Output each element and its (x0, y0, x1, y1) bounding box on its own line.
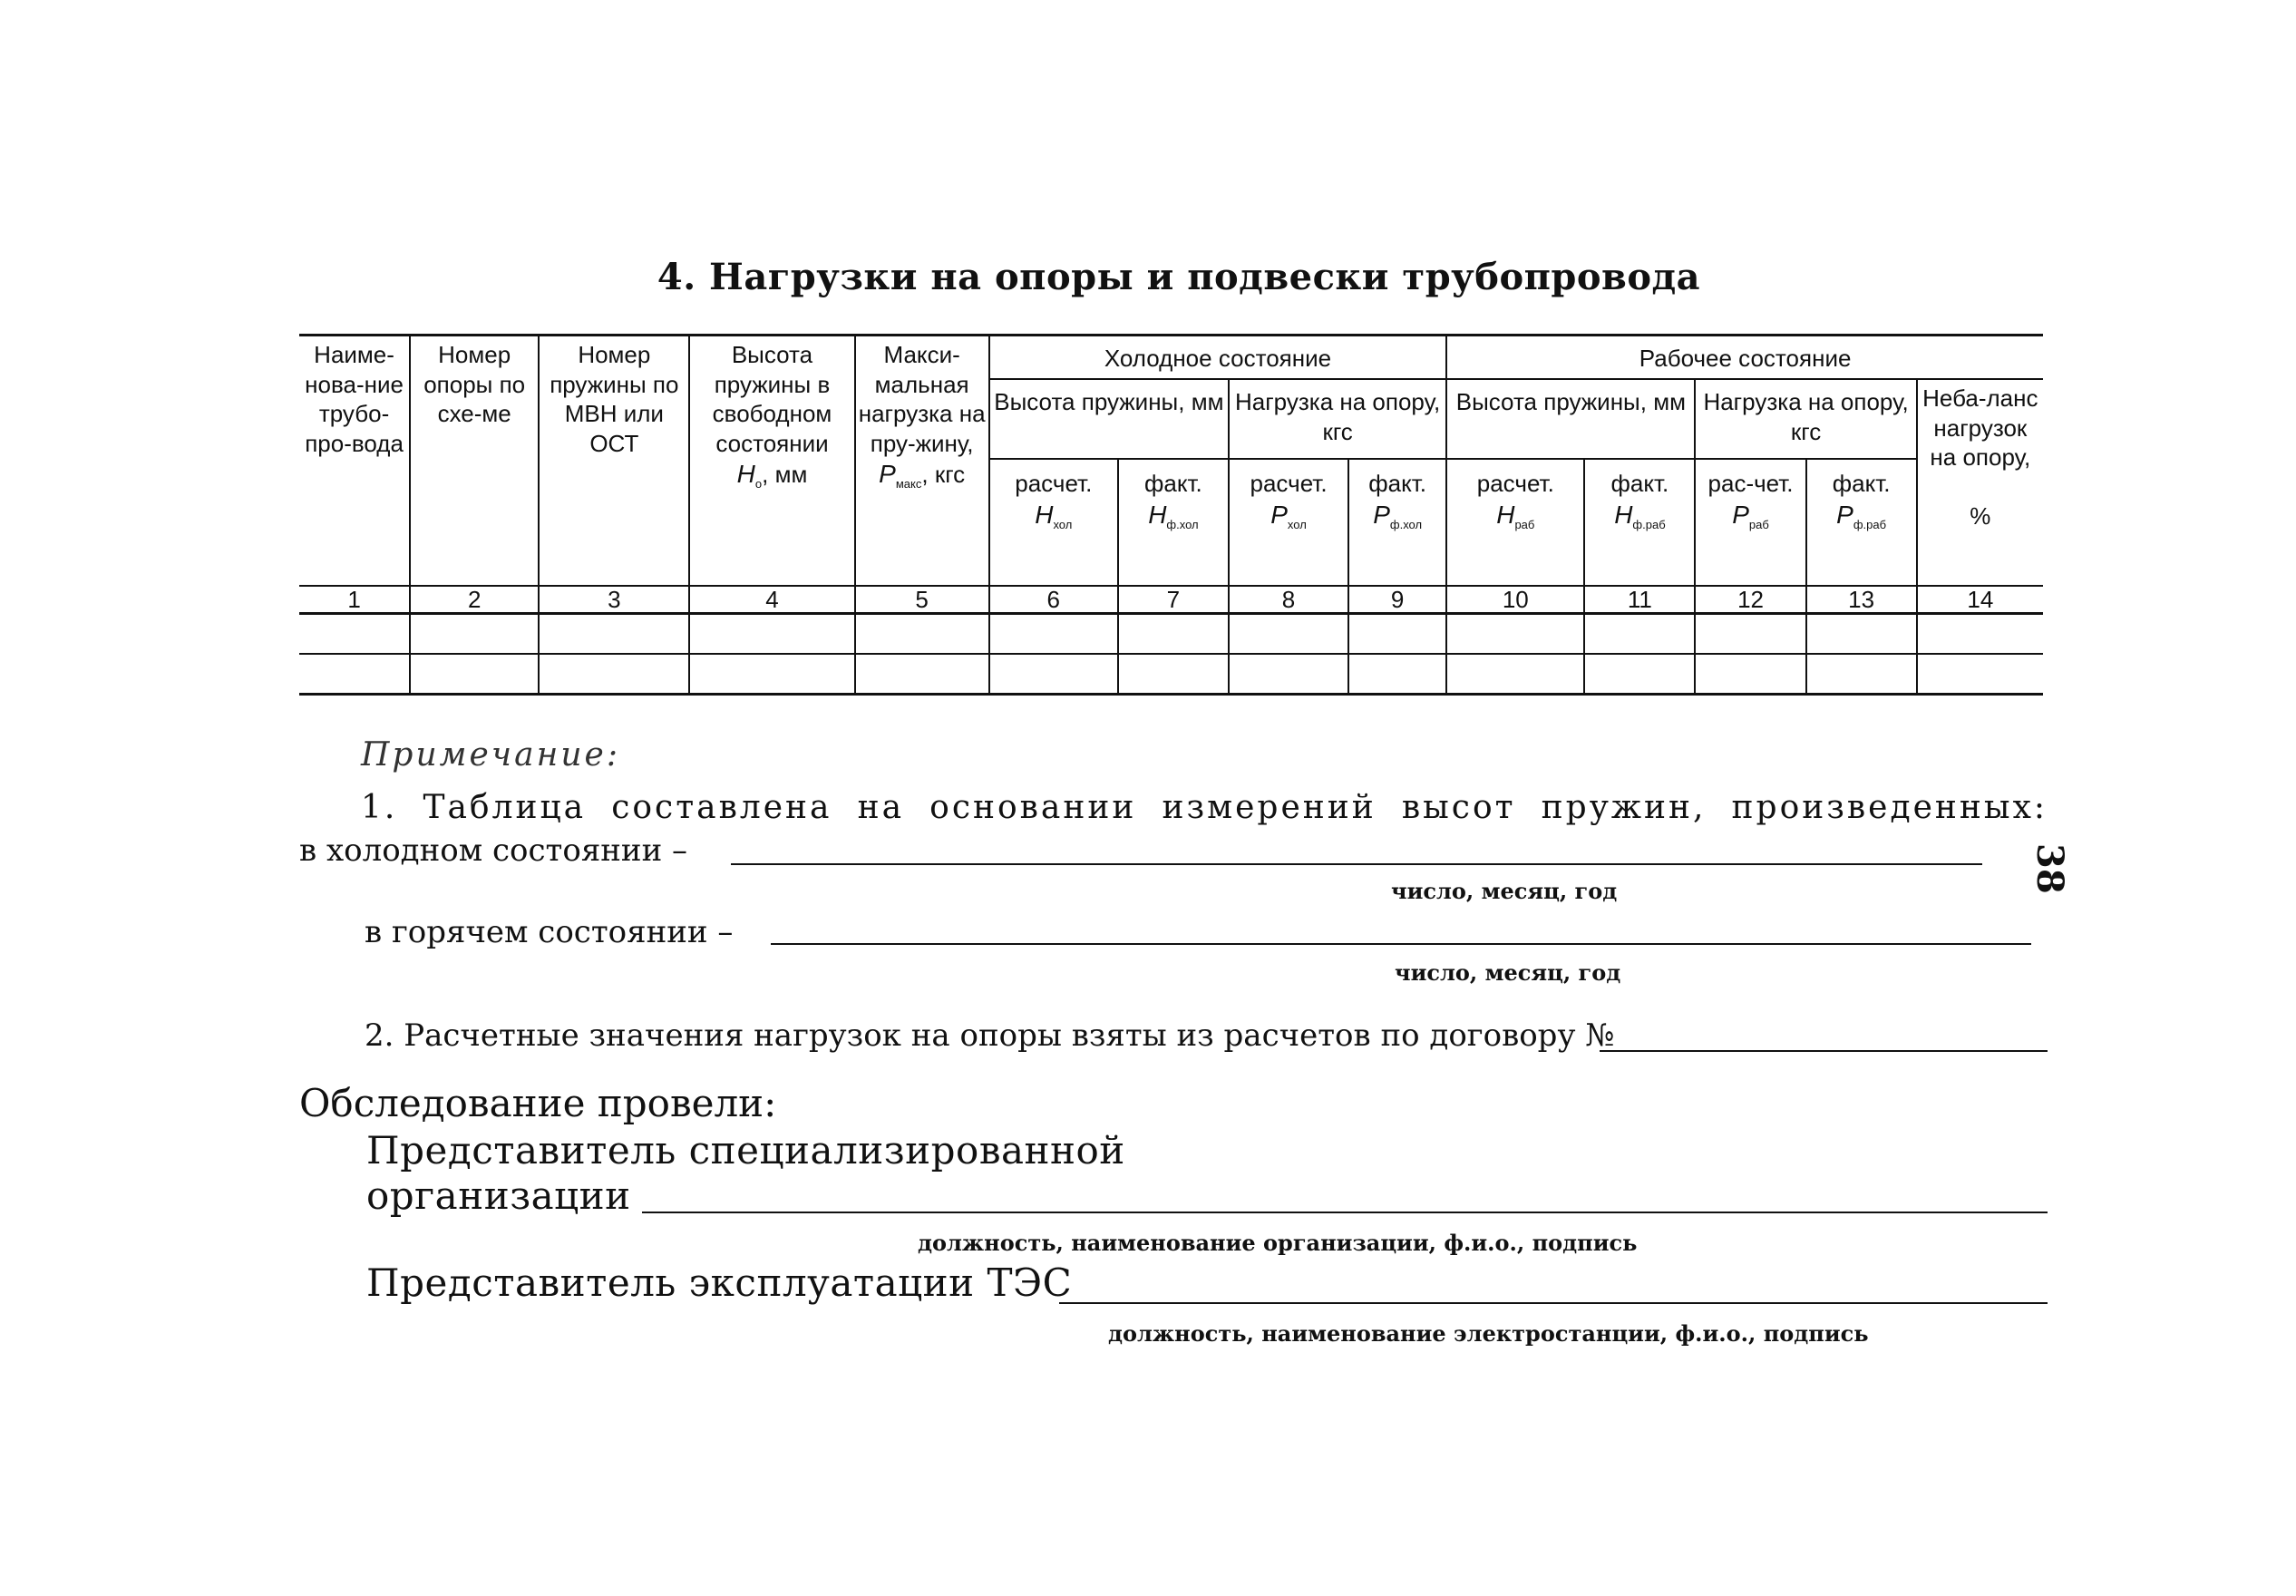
column-number: 4 (689, 586, 854, 614)
table-cell[interactable] (1446, 654, 1584, 695)
table-cell[interactable] (1229, 654, 1348, 695)
header-cold-state: Холодное состояние (989, 336, 1447, 380)
cold-date-field[interactable] (731, 863, 1982, 865)
table-row (299, 614, 2043, 655)
table-cell[interactable] (299, 614, 410, 655)
table-cell[interactable] (1806, 614, 1917, 655)
note-item-2: 2. Расчетные значения нагрузок на опоры взяты из расчетов по договору № (365, 1017, 1615, 1054)
column-number: 1 (299, 586, 410, 614)
table-cell[interactable] (1584, 614, 1695, 655)
note-cold-state-label: в холодном состоянии – (299, 832, 688, 869)
contract-number-field[interactable] (1600, 1050, 2048, 1052)
table-cell[interactable] (1695, 654, 1805, 695)
column-number: 5 (855, 586, 989, 614)
note-hot-state-label: в горячем состоянии – (365, 914, 734, 950)
header-c9: факт. $P_{ф.хол}$ (1348, 459, 1446, 586)
header-c13: факт. $P_{ф.раб}$ (1806, 459, 1917, 586)
table-cell[interactable] (689, 614, 854, 655)
page-number: 38 (2028, 843, 2071, 894)
table-cell[interactable] (539, 614, 689, 655)
column-number: 9 (1348, 586, 1446, 614)
table-cell[interactable] (1806, 654, 1917, 695)
table-cell[interactable] (1118, 654, 1229, 695)
header-support-number: Номер опоры по схе-ме (410, 336, 539, 587)
column-number: 11 (1584, 586, 1695, 614)
free-height-label: Высота пружины в свободном состоянии (712, 341, 832, 457)
header-c8: расчет. $P_{хол}$ (1229, 459, 1348, 586)
note-heading: Примечание: (361, 736, 620, 774)
column-number: 2 (410, 586, 539, 614)
table-row (299, 654, 2043, 695)
table-cell[interactable] (410, 654, 539, 695)
table-cell[interactable] (855, 654, 989, 695)
note-item-1: 1. Таблица составлена на основании измерений высот пружин, произведенных: (361, 789, 2048, 826)
rep2-signature-field[interactable] (1059, 1302, 2048, 1304)
header-cold-load: Нагрузка на опору, кгс (1229, 379, 1446, 459)
header-c12: рас-чет. $P_{раб}$ (1695, 459, 1805, 586)
rep1-signature-field[interactable] (642, 1212, 2048, 1213)
rep2-title: Представитель эксплуатации ТЭС (366, 1260, 1073, 1305)
table-cell[interactable] (989, 654, 1118, 695)
table-cell[interactable] (1229, 614, 1348, 655)
hot-date-field[interactable] (771, 943, 2031, 945)
hot-date-caption: число, месяц, год (1395, 959, 1621, 986)
rep1-title-line2: организации (366, 1173, 631, 1218)
header-c10: расчет. $H_{раб}$ (1446, 459, 1584, 586)
header-spring-number: Номер пружины по МВН или ОСТ (539, 336, 689, 587)
column-number: 12 (1695, 586, 1805, 614)
column-number: 8 (1229, 586, 1348, 614)
table-cell[interactable] (410, 614, 539, 655)
column-number: 3 (539, 586, 689, 614)
header-pipeline-name: Наиме-нова-ние трубо-про-вода (299, 336, 410, 587)
column-numbers-row (299, 586, 2043, 614)
survey-heading: Обследование провели: (299, 1081, 777, 1125)
table-cell[interactable] (1348, 654, 1446, 695)
header-work-height: Высота пружины, мм (1446, 379, 1695, 459)
table-cell[interactable] (989, 614, 1118, 655)
table-cell[interactable] (299, 654, 410, 695)
header-c11: факт. $H_{ф.раб}$ (1584, 459, 1695, 586)
table-cell[interactable] (1917, 614, 2043, 655)
column-number: 6 (989, 586, 1118, 614)
header-cold-height: Высота пружины, мм (989, 379, 1229, 459)
table-cell[interactable] (1695, 614, 1805, 655)
header-free-height: Высота пружины в свободном состоянии $H_о$, мм (689, 336, 854, 587)
header-c7: факт. $H_{ф.хол}$ (1118, 459, 1229, 586)
rep1-title-line1: Представитель специализированной (366, 1128, 1125, 1173)
header-work-state: Рабочее состояние (1446, 336, 2043, 380)
rep1-caption: должность, наименование организации, ф.и.о., подпись (918, 1230, 1638, 1256)
column-number: 14 (1917, 586, 2043, 614)
table-cell[interactable] (1584, 654, 1695, 695)
header-imbalance: Неба-ланс нагрузок на опору, % (1917, 379, 2043, 586)
cold-date-caption: число, месяц, год (1391, 878, 1618, 904)
table-cell[interactable] (1917, 654, 2043, 695)
header-max-load: Макси-мальная нагрузка на пру-жину, $P_{макс}$, кгс (855, 336, 989, 587)
table-cell[interactable] (1118, 614, 1229, 655)
header-work-load: Нагрузка на опору, кгс (1695, 379, 1916, 459)
column-number: 7 (1118, 586, 1229, 614)
table-cell[interactable] (1348, 614, 1446, 655)
section-title: 4. Нагрузки на опоры и подвески трубопровода (657, 256, 1701, 298)
table-cell[interactable] (539, 654, 689, 695)
max-load-label: Макси-мальная нагрузка на пру-жину, (858, 341, 986, 457)
header-c6: расчет. $H_{хол}$ (989, 459, 1118, 586)
rep2-caption: должность, наименование электростанции, ф.и.о., подпись (1108, 1320, 1869, 1347)
column-number: 10 (1446, 586, 1584, 614)
table-cell[interactable] (855, 614, 989, 655)
table-cell[interactable] (689, 654, 854, 695)
loads-table (299, 334, 2043, 696)
table-cell[interactable] (1446, 614, 1584, 655)
column-number: 13 (1806, 586, 1917, 614)
